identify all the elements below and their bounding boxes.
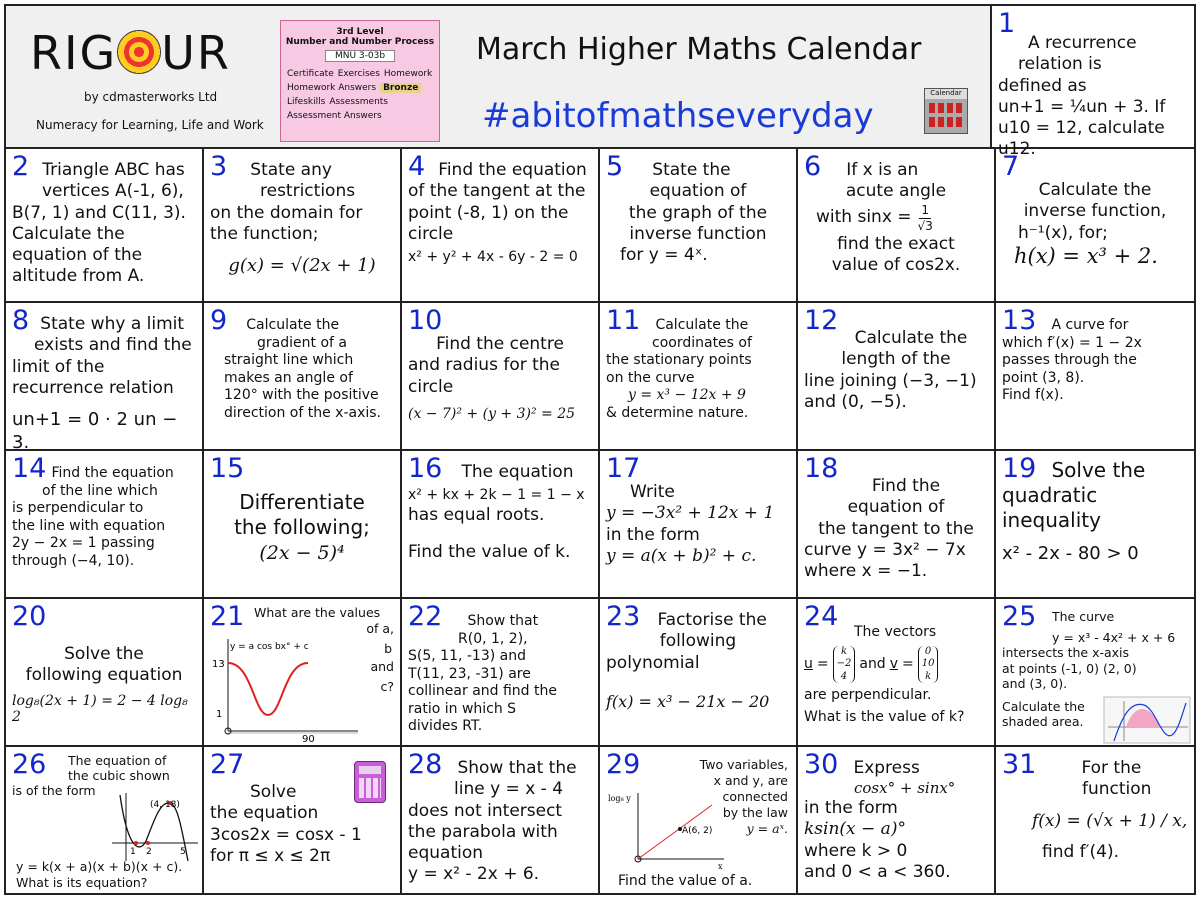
- day-2-cell: 2 Triangle ABC has vertices A(-1, 6), B(7, 1) and C(11, 3). Calculate the equation of the altitude from A.: [6, 149, 204, 303]
- day-13-cell: 13 A curve for which f′(x) = 1 − 2x passes through the point (3, 8). Find f(x).: [996, 303, 1196, 451]
- day-19-cell: 19 Solve the quadratic inequality x² - 2x - 80 > 0: [996, 451, 1196, 599]
- day-27-cell: 27 Solve the equation 3cos2x = cosx - 1 for π ≤ x ≤ 2π: [204, 747, 402, 893]
- target-icon: [117, 30, 161, 74]
- d29-log-graph: [608, 787, 728, 871]
- day-8-cell: 8 State why a limit exists and find the limit of the recurrence relation un+1 = 0 · 2 un − 3.: [6, 303, 204, 451]
- d21-cosine-graph: [212, 635, 362, 743]
- d29-y-axis-label: log₈ y: [608, 794, 631, 803]
- d25-shaded-area-graph: [1104, 697, 1190, 743]
- maths-calendar: [4, 4, 1196, 895]
- day-7-cell: 7 Calculate the inverse function, h⁻¹(x), for; h(x) = x³ + 2.: [996, 149, 1196, 303]
- calendar-title: March Higher Maths Calendar: [476, 32, 922, 67]
- day-9-cell: 9 Calculate the gradient of a straight line which makes an angle of 120° with the positive direction of the x-axis.: [204, 303, 402, 451]
- day-15-cell: 15 Differentiate the following; (2x − 5)⁴: [204, 451, 402, 599]
- day-30-cell: 30 Express cosx° + sinx° in the form ksin(x − a)° where k > 0 and 0 < a < 360.: [798, 747, 996, 893]
- d21-tick-90: 90: [302, 734, 315, 745]
- d29-point-label: A(6, 2): [682, 826, 713, 836]
- day-20-cell: 20 Solve the following equation log₈(2x + 1) = 2 − 4 log₈ 2: [6, 599, 204, 747]
- day-28-cell: 28 Show that the line y = x - 4 does not intersect the parabola with equation y = x² - 2x + 6.: [402, 747, 600, 893]
- d26-tick-2: 2: [146, 847, 152, 857]
- d3-function: g(x) = √(2x + 1): [228, 255, 376, 276]
- day-16-cell: 16 The equation x² + kx + 2k − 1 = 1 − x has equal roots. Find the value of k.: [402, 451, 600, 599]
- calendar-header: [6, 6, 992, 149]
- d26-tick-1: 1: [130, 847, 136, 857]
- day-31-cell: 31 For the function f(x) = (√x + 1) / x, find f′(4).: [1002, 749, 1188, 862]
- day-23-cell: 23 Factorise the following polynomial f(x) = x³ − 21x − 20: [600, 599, 798, 747]
- d26-cubic-graph: [110, 791, 200, 863]
- d21-tick-1: 1: [216, 709, 223, 720]
- tagline: Numeracy for Learning, Life and Work: [36, 118, 264, 132]
- d26-tick-5: 5: [180, 847, 186, 857]
- d21-tick-13: 13: [212, 659, 225, 670]
- d24-vectors: u = k −2 4 and v = 0 10 k: [804, 646, 988, 684]
- day-17-cell: 17 Write y = −3x² + 12x + 1 in the form y = a(x + b)² + c.: [600, 451, 798, 599]
- day-18-cell: 18 Find the equation of the tangent to the curve y = 3x² − 7x where x = −1.: [798, 451, 996, 599]
- day-14-cell: 14 Find the equation of the line which is perpendicular to the line with equation 2y − 2x = 1 passing through (−4, 10).: [6, 451, 204, 599]
- day-6-cell: 6 If x is an acute angle with sinx = $\frac{1}{√3}$ find the exact value of cos2x.: [798, 149, 996, 303]
- calendar-icon: Calendar: [924, 88, 968, 134]
- day-10-cell: 10 Find the centre and radius for the circle (x − 7)² + (y + 3)² = 25: [402, 303, 600, 451]
- day-22-cell: 22 Show that R(0, 1, 2), S(5, 11, -13) and T(11, 23, -31) are collinear and find the ratio in which S divides RT.: [402, 599, 600, 747]
- day-1-cell: 1 A recurrence relation is defined as un+1 = ¼un + 3. If u10 = 12, calculate u12.: [992, 6, 1196, 149]
- day-12-cell: 12 Calculate the length of the line joining (−3, −1) and (0, −5).: [798, 303, 996, 451]
- day-24-cell: 24 The vectors u = k −2 4 and v = 0 10 k are perpendicular. What is the value of k?: [798, 599, 996, 747]
- d21-graph-label: y = a cos bx° + c: [230, 642, 309, 652]
- day-25-cell: 25 The curve y = x³ - 4x² + x + 6 intersects the x-axis at points (-1, 0) (2, 0) and (3, 0). Calculate the shaded area.: [996, 599, 1196, 747]
- hashtag: #abitofmathseveryday: [482, 96, 874, 136]
- d29-x-axis-label: x: [718, 862, 723, 871]
- day-11-cell: 11 Calculate the coordinates of the stationary points on the curve y = x³ − 12x + 9 & determine nature.: [600, 303, 798, 451]
- day-4-cell: 4 Find the equation of the tangent at the point (-8, 1) on the circle x² + y² + 4x - 6y - 2 = 0: [402, 149, 600, 303]
- course-badge-image: 3rd Level Number and Number Process MNU 3-03b Certificate Exercises Homework Homework Answers Bronze Lifeskills Assessments Assessment Answers: [280, 20, 440, 142]
- byline: by cdmasterworks Ltd: [84, 90, 218, 104]
- day-5-cell: 5 State the equation of the graph of the inverse function for y = 4ˣ.: [600, 149, 798, 303]
- day-21-cell: 21 What are the values of a, b and c? y = a cos bx° + c 13 1 90: [204, 599, 402, 747]
- d26-point-label: (4, 18): [150, 800, 180, 810]
- rigour-logo: RIG UR: [30, 26, 231, 80]
- calculator-icon: [354, 761, 386, 803]
- day-29-cell: 29 Two variables, x and y, are connected by the law y = aˣ. log₈ y x A(6, 2) Find the value of a.: [600, 747, 798, 893]
- day-3-cell: 3 State any restrictions on the domain for the function; g(x) = √(2x + 1): [204, 149, 402, 303]
- day-26-cell: 26 The equation of the cubic shown is of the form (4, 18) 1 2 5 y = k(x + a)(x + b)(x + c). What is its equation?: [6, 747, 204, 893]
